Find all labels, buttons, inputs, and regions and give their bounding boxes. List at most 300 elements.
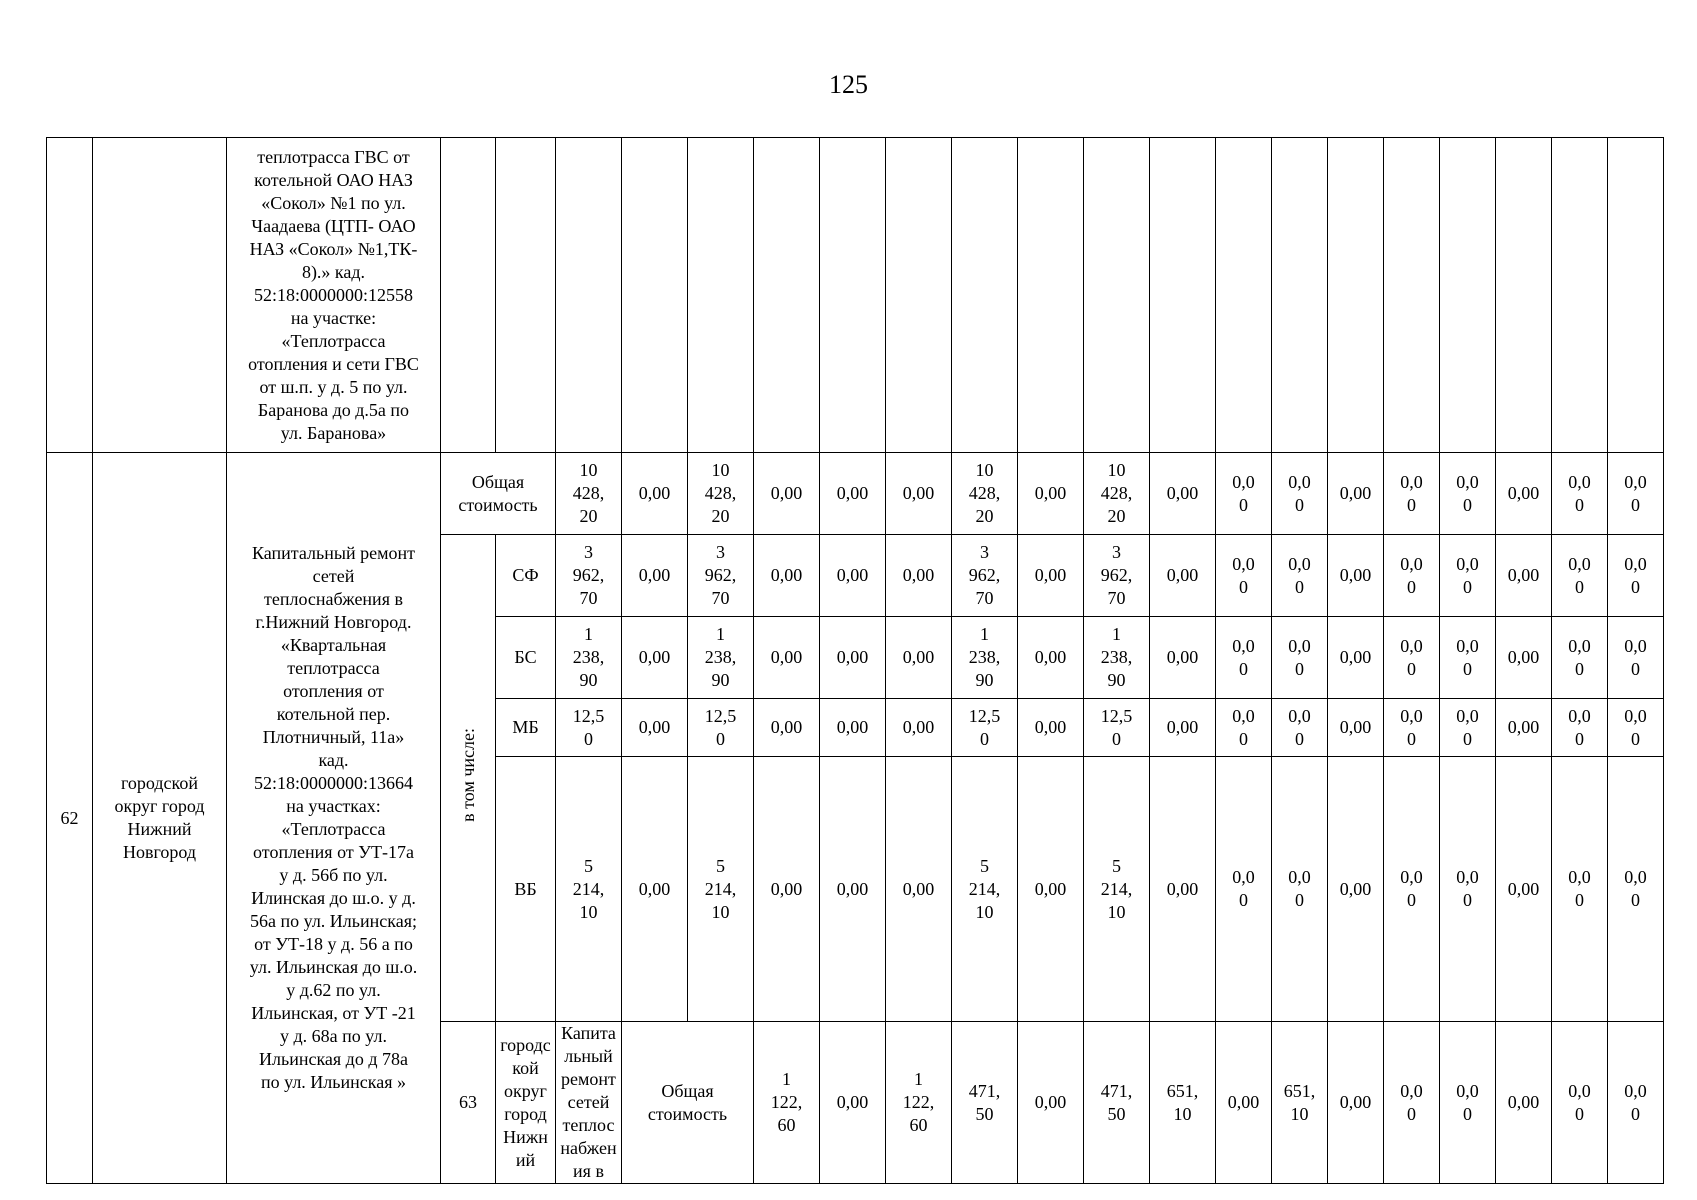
cell-text: Новгород: [122, 842, 197, 862]
value-cell: [1018, 1022, 1084, 1184]
value-cell: [820, 617, 886, 699]
cell-text: 0,00: [1227, 1092, 1260, 1112]
cell-text: 0,00: [836, 717, 869, 737]
value-cell: [1150, 1022, 1216, 1184]
cell-text: 0,00: [770, 565, 803, 585]
cell-text: Плотничный, 11а»: [262, 727, 405, 747]
cell-text: 0,00: [1339, 1092, 1372, 1112]
cell-text: 238,: [968, 647, 1001, 667]
value-cell: [952, 1022, 1018, 1184]
cell-text: 0,0: [1232, 635, 1255, 656]
cell-text: «Сокол» №1 по ул.: [261, 192, 406, 213]
value-cell: [886, 699, 952, 757]
cell-text: 0,00: [902, 878, 935, 899]
empty-cell: [1018, 138, 1084, 453]
cell-text: 12,5: [572, 705, 605, 726]
cell-text: отопления и сети ГВС: [248, 353, 419, 374]
cell-text: г.Нижний Новгород.: [255, 612, 412, 632]
value-cell: [1018, 699, 1084, 757]
value-cell: [1216, 699, 1272, 757]
value-cell: [1440, 1022, 1496, 1184]
cell-text: 0: [1295, 728, 1304, 749]
cell-text: котельной пер.: [276, 704, 391, 724]
value-cell: [1608, 699, 1664, 757]
total-cost-label: [622, 1022, 754, 1184]
value-cell: [1496, 699, 1552, 757]
value-cell: [952, 757, 1018, 1022]
value-cell: [1328, 453, 1384, 535]
cell-text: 0,00: [770, 878, 803, 899]
value-cell: [754, 699, 820, 757]
value-cell: [1440, 453, 1496, 535]
cell-text: 0,0: [1568, 471, 1591, 492]
value-cell: [1084, 699, 1150, 757]
cell-text: Баранова до д.5а по: [257, 399, 410, 420]
cell-text: Общая: [471, 471, 525, 492]
value-cell: [1150, 453, 1216, 535]
value-cell: [1440, 535, 1496, 617]
cell-text: 0,0: [1568, 553, 1591, 574]
cell-text: 70: [711, 588, 730, 608]
cell-text: 214,: [968, 878, 1001, 899]
cell-text: 10: [1107, 460, 1126, 480]
cell-text: у д. 68а по ул.: [280, 1026, 387, 1046]
cell-text: городской: [500, 1034, 551, 1078]
cell-text: 0,0: [1624, 635, 1647, 656]
cell-text: 0: [1295, 494, 1304, 515]
value-cell: [1084, 535, 1150, 617]
cell-text: 60: [777, 1115, 796, 1135]
cell-text: 0,0: [1400, 705, 1423, 726]
cell-text: 0: [1575, 1103, 1584, 1124]
cell-text: 0,00: [1034, 878, 1067, 899]
table-row: [47, 453, 1664, 535]
cell-text: 238,: [572, 647, 605, 667]
cell-text: 0,00: [1339, 483, 1372, 503]
cell-text: 1: [914, 1069, 923, 1089]
cell-text: 70: [579, 588, 598, 608]
empty-cell: [1608, 138, 1664, 453]
value-cell: [1272, 1022, 1328, 1184]
cell-text: стоимость: [458, 494, 538, 515]
value-cell: [1552, 453, 1608, 535]
cell-text: 0,00: [1034, 717, 1067, 737]
value-cell: [1018, 535, 1084, 617]
cell-text: 0: [1631, 576, 1640, 597]
value-cell: [556, 535, 622, 617]
value-cell: [754, 757, 820, 1022]
cell-text: 0,0: [1568, 635, 1591, 656]
cell-text: 0: [1295, 658, 1304, 679]
cell-text: 0,00: [770, 717, 803, 737]
value-cell: [622, 453, 688, 535]
value-cell: [952, 535, 1018, 617]
empty-cell: [93, 138, 227, 453]
cell-text: 0,0: [1288, 635, 1311, 656]
cell-text: 0,0: [1288, 471, 1311, 492]
cell-text: теплоснабжения в: [264, 589, 403, 609]
cell-text: 962,: [572, 565, 605, 585]
cell-text: сетей: [312, 566, 355, 586]
cell-text: 1: [980, 624, 989, 644]
cell-text: 0: [1407, 728, 1416, 749]
cell-text: Ильинская до д 78а: [259, 1049, 408, 1069]
value-cell: [688, 535, 754, 617]
cell-text: 0: [1463, 890, 1472, 910]
cell-text: 238,: [704, 647, 737, 667]
cell-text: 10: [711, 460, 730, 480]
cell-text: 0: [1463, 494, 1472, 515]
cell-text: 0,00: [902, 565, 935, 585]
cell-text: 0: [1463, 1103, 1472, 1124]
municipality-cell: [93, 453, 227, 1184]
cell-text: 0: [1295, 890, 1304, 910]
funding-source-label: БС: [496, 617, 556, 699]
cell-text: 0,0: [1624, 553, 1647, 574]
cell-text: 0,00: [1339, 878, 1372, 899]
cell-text: 0,00: [1166, 717, 1199, 737]
value-cell: [688, 453, 754, 535]
empty-cell: [556, 138, 622, 453]
value-cell: [556, 453, 622, 535]
value-cell: [1272, 757, 1328, 1022]
cell-text: 0: [1407, 494, 1416, 515]
value-cell: [1084, 757, 1150, 1022]
cell-text: 1: [782, 1069, 791, 1089]
cell-text: 0,00: [1166, 483, 1199, 503]
value-cell: [1272, 617, 1328, 699]
cell-text: 0,00: [1339, 717, 1372, 737]
value-cell: [1496, 757, 1552, 1022]
cell-text: 0: [1239, 576, 1248, 597]
cell-text: 0,0: [1456, 553, 1479, 574]
cell-text: 0,0: [1624, 867, 1647, 887]
cell-text: теплотрасса: [287, 658, 380, 678]
cell-text: 10: [579, 460, 598, 480]
cell-text: 5: [584, 855, 593, 876]
cell-text: 50: [975, 1103, 994, 1124]
empty-cell: [1328, 138, 1384, 453]
cell-text: 471,: [968, 1080, 1001, 1101]
value-cell: [1608, 453, 1664, 535]
cell-text: 962,: [968, 565, 1001, 585]
value-cell: [754, 1022, 820, 1184]
cell-text: 0,00: [638, 878, 671, 899]
cell-text: 0,0: [1400, 867, 1423, 887]
cell-text: 60: [909, 1115, 928, 1135]
value-cell: [754, 453, 820, 535]
cell-text: 0: [1575, 494, 1584, 515]
value-cell: [1496, 1022, 1552, 1184]
cell-text: «Теплотрасса: [281, 330, 386, 351]
cell-text: 20: [1107, 506, 1126, 526]
cell-text: 238,: [1100, 647, 1133, 667]
cell-text: 0: [1239, 728, 1248, 749]
empty-cell: [1084, 138, 1150, 453]
cell-text: 0,00: [1339, 647, 1372, 667]
cell-text: 428,: [704, 483, 737, 503]
cell-text: 20: [975, 506, 994, 526]
cell-text: 0: [1295, 576, 1304, 597]
cell-text: 1: [584, 624, 593, 644]
cell-text: 12,5: [1100, 705, 1133, 726]
cell-text: 0,00: [836, 878, 869, 899]
value-cell: [1384, 453, 1440, 535]
value-cell: [1272, 699, 1328, 757]
value-cell: [1608, 1022, 1664, 1184]
value-cell: [622, 617, 688, 699]
including-label-cell: [441, 535, 496, 1022]
cell-text: 0,00: [1166, 878, 1199, 899]
cell-text: 0,00: [1166, 565, 1199, 585]
value-cell: [1552, 535, 1608, 617]
funding-source-label: МБ: [496, 699, 556, 757]
value-cell: [1384, 757, 1440, 1022]
cell-text: 10: [975, 460, 994, 480]
cell-text: 0: [1407, 576, 1416, 597]
cell-text: 0,00: [1166, 647, 1199, 667]
cell-text: 0,0: [1400, 1080, 1423, 1101]
cell-text: 3: [980, 542, 989, 562]
cell-text: 0,00: [770, 483, 803, 503]
value-cell: [556, 757, 622, 1022]
value-cell: [1440, 617, 1496, 699]
cell-text: 0,0: [1624, 1080, 1647, 1101]
cell-text: 0,00: [638, 647, 671, 667]
value-cell: [820, 757, 886, 1022]
cell-text: 52:18:0000000:13664: [253, 773, 413, 793]
cell-text: 3: [716, 542, 725, 562]
cell-text: округ город: [504, 1080, 547, 1124]
cell-text: 10: [711, 901, 730, 922]
cell-text: 1: [716, 624, 725, 644]
cell-text: 962,: [704, 565, 737, 585]
municipality-cell: [496, 1022, 556, 1184]
empty-cell: [496, 138, 556, 453]
value-cell: [1328, 757, 1384, 1022]
cell-text: 0: [1575, 576, 1584, 597]
cell-text: 0,0: [1400, 553, 1423, 574]
value-cell: [1328, 535, 1384, 617]
value-cell: [556, 699, 622, 757]
cell-text: 0: [1631, 728, 1640, 749]
row-number-cell: 63: [441, 1022, 496, 1184]
page-number: 125: [829, 70, 868, 99]
cell-text: 214,: [704, 878, 737, 899]
value-cell: [1552, 617, 1608, 699]
value-cell: [1018, 617, 1084, 699]
cell-text: 70: [1107, 588, 1126, 608]
cell-text: 12,5: [704, 705, 737, 726]
cell-text: 0: [1575, 890, 1584, 910]
cell-text: 10: [579, 901, 598, 922]
value-cell: [1150, 757, 1216, 1022]
total-cost-label: [441, 453, 556, 535]
cell-text: 0,00: [1507, 483, 1540, 503]
cell-text: 0,0: [1232, 705, 1255, 726]
cell-text: 428,: [1100, 483, 1133, 503]
cell-text: 0,0: [1568, 705, 1591, 726]
value-cell: [1216, 1022, 1272, 1184]
value-cell: [688, 617, 754, 699]
cell-text: теплоснабжения в: [560, 1115, 617, 1181]
cell-text: 122,: [770, 1092, 803, 1112]
cell-text: 5: [980, 855, 989, 876]
value-cell: [1328, 1022, 1384, 1184]
cell-text: НАЗ «Сокол» №1,ТК-: [249, 238, 418, 259]
cell-text: Чаадаева (ЦТП- ОАО: [251, 215, 416, 236]
cell-text: городской: [120, 773, 199, 793]
cell-text: «Теплотрасса: [281, 819, 386, 839]
value-cell: [1328, 617, 1384, 699]
value-cell: [1384, 1022, 1440, 1184]
value-cell: [1552, 1022, 1608, 1184]
value-cell: [1440, 757, 1496, 1022]
cell-text: 5: [1112, 855, 1121, 876]
cell-text: 0: [1631, 1103, 1640, 1124]
cell-text: 651,: [1283, 1080, 1316, 1101]
cell-text: 0: [1407, 1103, 1416, 1124]
cell-text: на участках:: [286, 796, 381, 816]
cell-text: 122,: [902, 1092, 935, 1112]
cell-text: отопления от УТ-17а: [253, 842, 414, 862]
value-cell: [1384, 535, 1440, 617]
cell-text: 12,5: [968, 705, 1001, 726]
cell-text: 0,00: [1507, 717, 1540, 737]
cell-text: 214,: [572, 878, 605, 899]
cell-text: 90: [975, 670, 994, 690]
cell-text: 0,00: [836, 565, 869, 585]
cell-text: 10: [975, 901, 994, 922]
cell-text: 0,0: [1624, 705, 1647, 726]
description-cell: [556, 1022, 622, 1184]
cell-text: 0,00: [770, 647, 803, 667]
cell-text: котельной ОАО НАЗ: [254, 169, 413, 190]
cell-text: 0,0: [1568, 867, 1591, 887]
cell-text: 0,00: [836, 483, 869, 503]
value-cell: [952, 617, 1018, 699]
value-cell: [556, 617, 622, 699]
value-cell: [1552, 699, 1608, 757]
funding-source-label: ВБ: [496, 757, 556, 1022]
empty-cell: [754, 138, 820, 453]
funding-source-label: СФ: [496, 535, 556, 617]
cell-text: на участке:: [290, 307, 377, 328]
cell-text: 90: [1107, 670, 1126, 690]
cell-text: 0,00: [1034, 1092, 1067, 1112]
cell-text: 0: [1407, 658, 1416, 679]
empty-cell: [1150, 138, 1216, 453]
value-cell: [820, 535, 886, 617]
cell-text: 8).» кад.: [301, 261, 366, 282]
cell-text: 0,0: [1624, 471, 1647, 492]
cell-text: 3: [584, 542, 593, 562]
value-cell: [886, 1022, 952, 1184]
cell-text: Илинская до ш.о. у д.: [251, 888, 416, 908]
empty-cell: [886, 138, 952, 453]
cell-text: от УТ-18 у д. 56 а по: [254, 934, 413, 954]
cell-text: 0,0: [1456, 1080, 1479, 1101]
value-cell: [1150, 699, 1216, 757]
value-cell: [1496, 453, 1552, 535]
cell-text: кад.: [318, 750, 349, 770]
cell-text: ул. Ильинская до ш.о.: [249, 957, 418, 977]
cell-text: Капитальный ремонт: [252, 543, 415, 563]
cell-text: 0: [1631, 890, 1640, 910]
cell-text: 56а по ул. Ильинская;: [249, 911, 417, 931]
value-cell: [688, 699, 754, 757]
cell-text: 0: [1239, 494, 1248, 515]
cell-text: 428,: [968, 483, 1001, 503]
value-cell: [1272, 535, 1328, 617]
value-cell: [820, 1022, 886, 1184]
cell-text: 0: [1407, 890, 1416, 910]
value-cell: [1608, 757, 1664, 1022]
value-cell: [1552, 757, 1608, 1022]
cell-text: 0: [1463, 658, 1472, 679]
cell-text: Капитальный ремонт: [561, 1023, 616, 1089]
value-cell: [886, 535, 952, 617]
cell-text: 0: [1631, 494, 1640, 515]
empty-cell: [622, 138, 688, 453]
cell-text: 0: [1575, 728, 1584, 749]
cell-text: 20: [579, 506, 598, 526]
cell-text: 0: [1239, 890, 1248, 910]
cell-text: 90: [711, 670, 730, 690]
cell-text: у д.62 по ул.: [286, 980, 381, 1000]
cell-text: 0,00: [1507, 878, 1540, 899]
value-cell: [1150, 535, 1216, 617]
value-cell: [754, 617, 820, 699]
cell-text: 0,00: [1507, 565, 1540, 585]
cell-text: у д. 56б по ул.: [279, 865, 388, 885]
cell-text: 651,: [1166, 1080, 1199, 1101]
cell-text: 0,00: [902, 483, 935, 503]
cell-text: Ильинская, от УТ -21: [251, 1003, 416, 1023]
empty-cell: [47, 138, 93, 453]
cell-text: 0,0: [1232, 471, 1255, 492]
cell-text: 10: [1107, 901, 1126, 922]
empty-cell: [952, 138, 1018, 453]
value-cell: [1496, 535, 1552, 617]
cost-table: [46, 137, 1664, 1184]
value-cell: [622, 757, 688, 1022]
cell-text: 5: [716, 855, 725, 876]
value-cell: [820, 453, 886, 535]
cell-text: теплотрасса ГВС от: [257, 146, 410, 167]
cell-text: Общая: [661, 1080, 714, 1101]
empty-cell: [1552, 138, 1608, 453]
row-number-cell: 62: [47, 453, 93, 1184]
cell-text: 0: [1463, 728, 1472, 749]
including-label: в том числе:: [457, 728, 478, 822]
empty-cell: [1496, 138, 1552, 453]
cell-text: 90: [579, 670, 598, 690]
cell-text: «Квартальная: [280, 635, 387, 655]
value-cell: [952, 699, 1018, 757]
value-cell: [952, 453, 1018, 535]
cell-text: 428,: [572, 483, 605, 503]
cell-text: 1: [1112, 624, 1121, 644]
cell-text: 0,00: [638, 565, 671, 585]
cell-text: 0,0: [1568, 1080, 1591, 1101]
value-cell: [1608, 617, 1664, 699]
empty-cell: [1440, 138, 1496, 453]
value-cell: [886, 757, 952, 1022]
value-cell: [1216, 617, 1272, 699]
cell-text: 471,: [1100, 1080, 1133, 1101]
cell-text: 0: [980, 728, 989, 749]
